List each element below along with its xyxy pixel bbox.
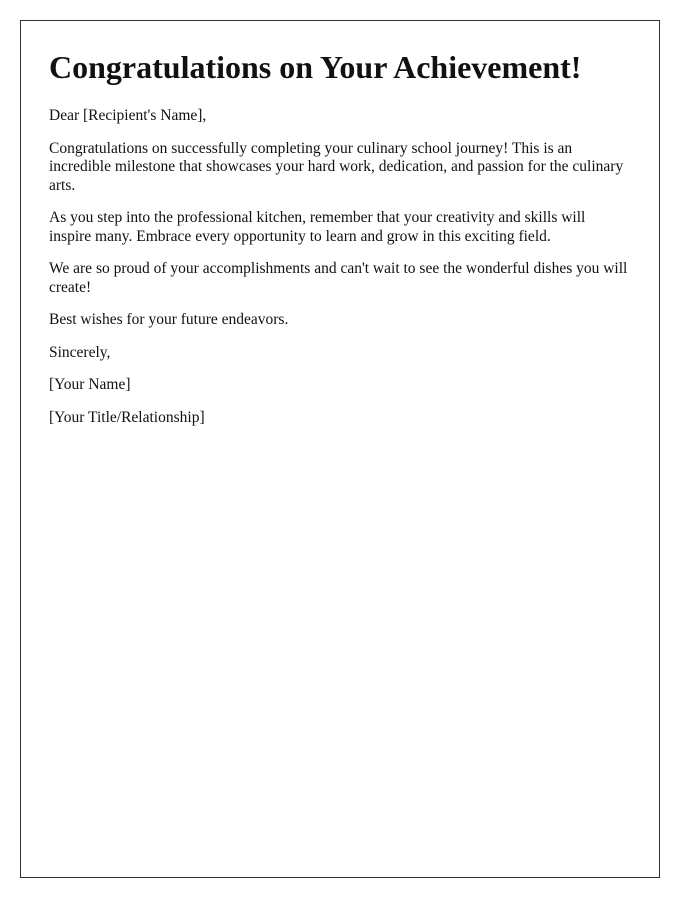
letter-title: Congratulations on Your Achievement!	[49, 49, 582, 85]
sender-title: [Your Title/Relationship]	[49, 408, 205, 426]
body-paragraph-4: Best wishes for your future endeavors.	[49, 311, 289, 328]
body-paragraph-3: We are so proud of your accomplishments and can't wait to see the wonderful dishes you will create!	[49, 260, 628, 296]
salutation: Dear [Recipient's Name],	[49, 107, 207, 124]
closing: Sincerely,	[49, 343, 111, 361]
body-paragraph-1: Congratulations on successfully completing your culinary school journey! This is an incredible milestone that showcases your hard work, dedication, and passion for the culinary arts.	[49, 139, 624, 194]
letter-page	[20, 20, 660, 878]
letter-content	[49, 47, 629, 441]
sender-name: [Your Name]	[49, 376, 131, 393]
body-paragraph-2: As you step into the professional kitchen, remember that your creativity and skills will inspire many. Embrace every opportunity to learn and grow in this exciting field.	[49, 209, 586, 245]
